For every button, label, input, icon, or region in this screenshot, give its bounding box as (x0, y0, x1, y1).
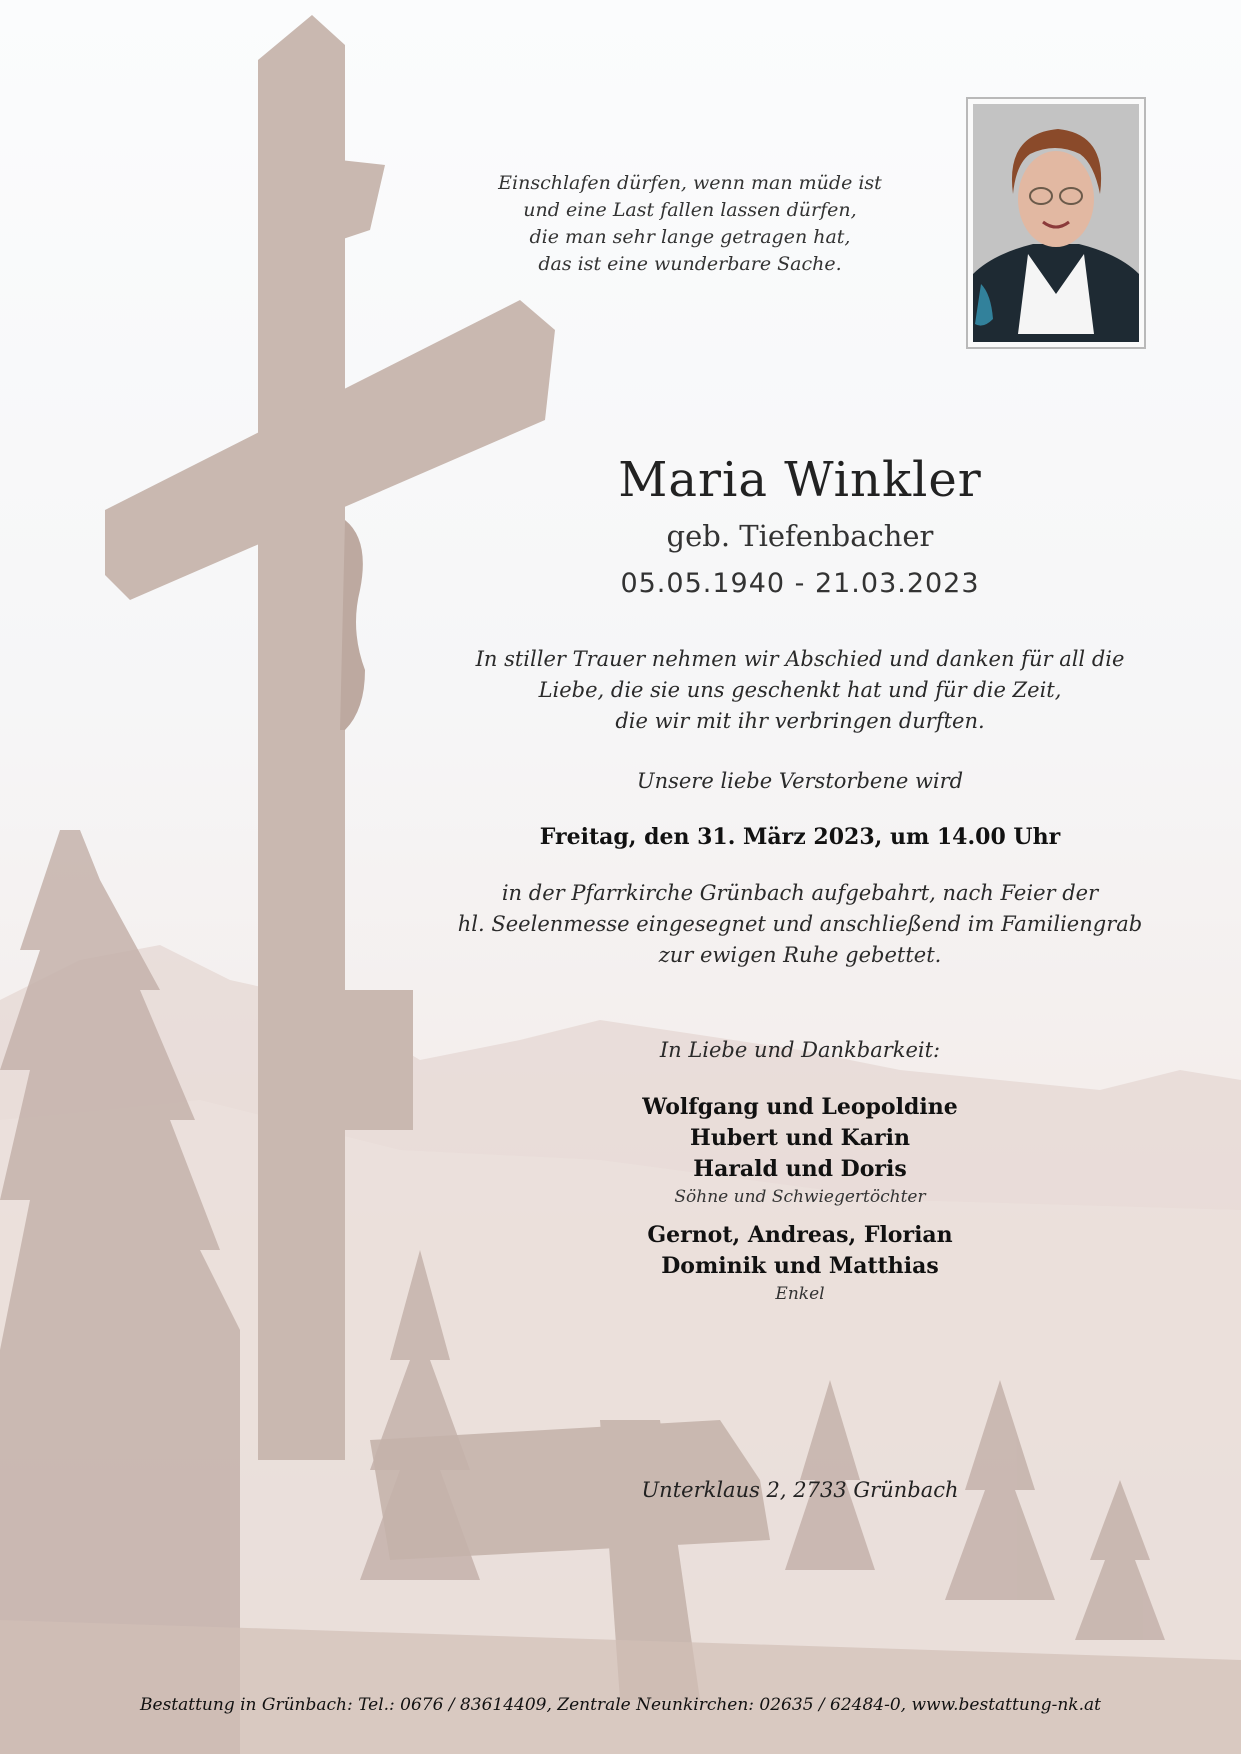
funeral-lead: Unsere liebe Verstorbene wird (636, 769, 964, 793)
quote-line: das ist eine wunderbare Sache. (538, 253, 842, 275)
intro-line: Liebe, die sie uns geschenkt hat und für die Zeit, (538, 678, 1062, 702)
birth-name: geb. Tiefenbacher (666, 519, 934, 553)
quote-line: und eine Last fallen lassen dürfen, (523, 199, 857, 221)
intro-text (430, 644, 1170, 737)
mourner-names: Dominik und Matthias (661, 1253, 939, 1279)
portrait-photo-frame (966, 97, 1146, 349)
mourner-names: Wolfgang und Leopoldine (642, 1094, 958, 1120)
address: Unterklaus 2, 2733 Grünbach (641, 1478, 959, 1502)
mourners-heading: In Liebe und Dankbarkeit: (659, 1038, 941, 1062)
life-dates: 05.05.1940 - 21.03.2023 (620, 568, 980, 599)
quote-line: Einschlafen dürfen, wenn man müde ist (498, 172, 882, 194)
mourner-role: Enkel (775, 1284, 825, 1304)
portrait-photo (973, 104, 1139, 342)
mourner-names: Harald und Doris (693, 1156, 907, 1182)
footer-contact: Bestattung in Grünbach: Tel.: 0676 / 83614409, Zentrale Neunkirchen: 02635 / 62484-0, www.bestattung-nk.at (140, 1695, 1101, 1715)
mourner-names: Hubert und Karin (690, 1125, 910, 1151)
ceremony-line: in der Pfarrkirche Grünbach aufgebahrt, nach Feier der (501, 881, 1099, 905)
ceremony-line: hl. Seelenmesse eingesegnet und anschließend im Familiengrab (457, 912, 1143, 936)
intro-line: die wir mit ihr verbringen durften. (615, 709, 985, 733)
intro-line: In stiller Trauer nehmen wir Abschied und danken für all die (475, 647, 1125, 671)
mourner-role: Söhne und Schwiegertöchter (674, 1187, 926, 1207)
funeral-datetime: Freitag, den 31. März 2023, um 14.00 Uhr (539, 824, 1061, 850)
ceremony-line: zur ewigen Ruhe gebettet. (658, 943, 942, 967)
quote-line: die man sehr lange getragen hat, (529, 226, 851, 248)
deceased-name: Maria Winkler (618, 452, 982, 508)
mourner-names: Gernot, Andreas, Florian (647, 1222, 953, 1248)
ceremony-text (430, 878, 1170, 971)
quote-block (470, 170, 910, 278)
